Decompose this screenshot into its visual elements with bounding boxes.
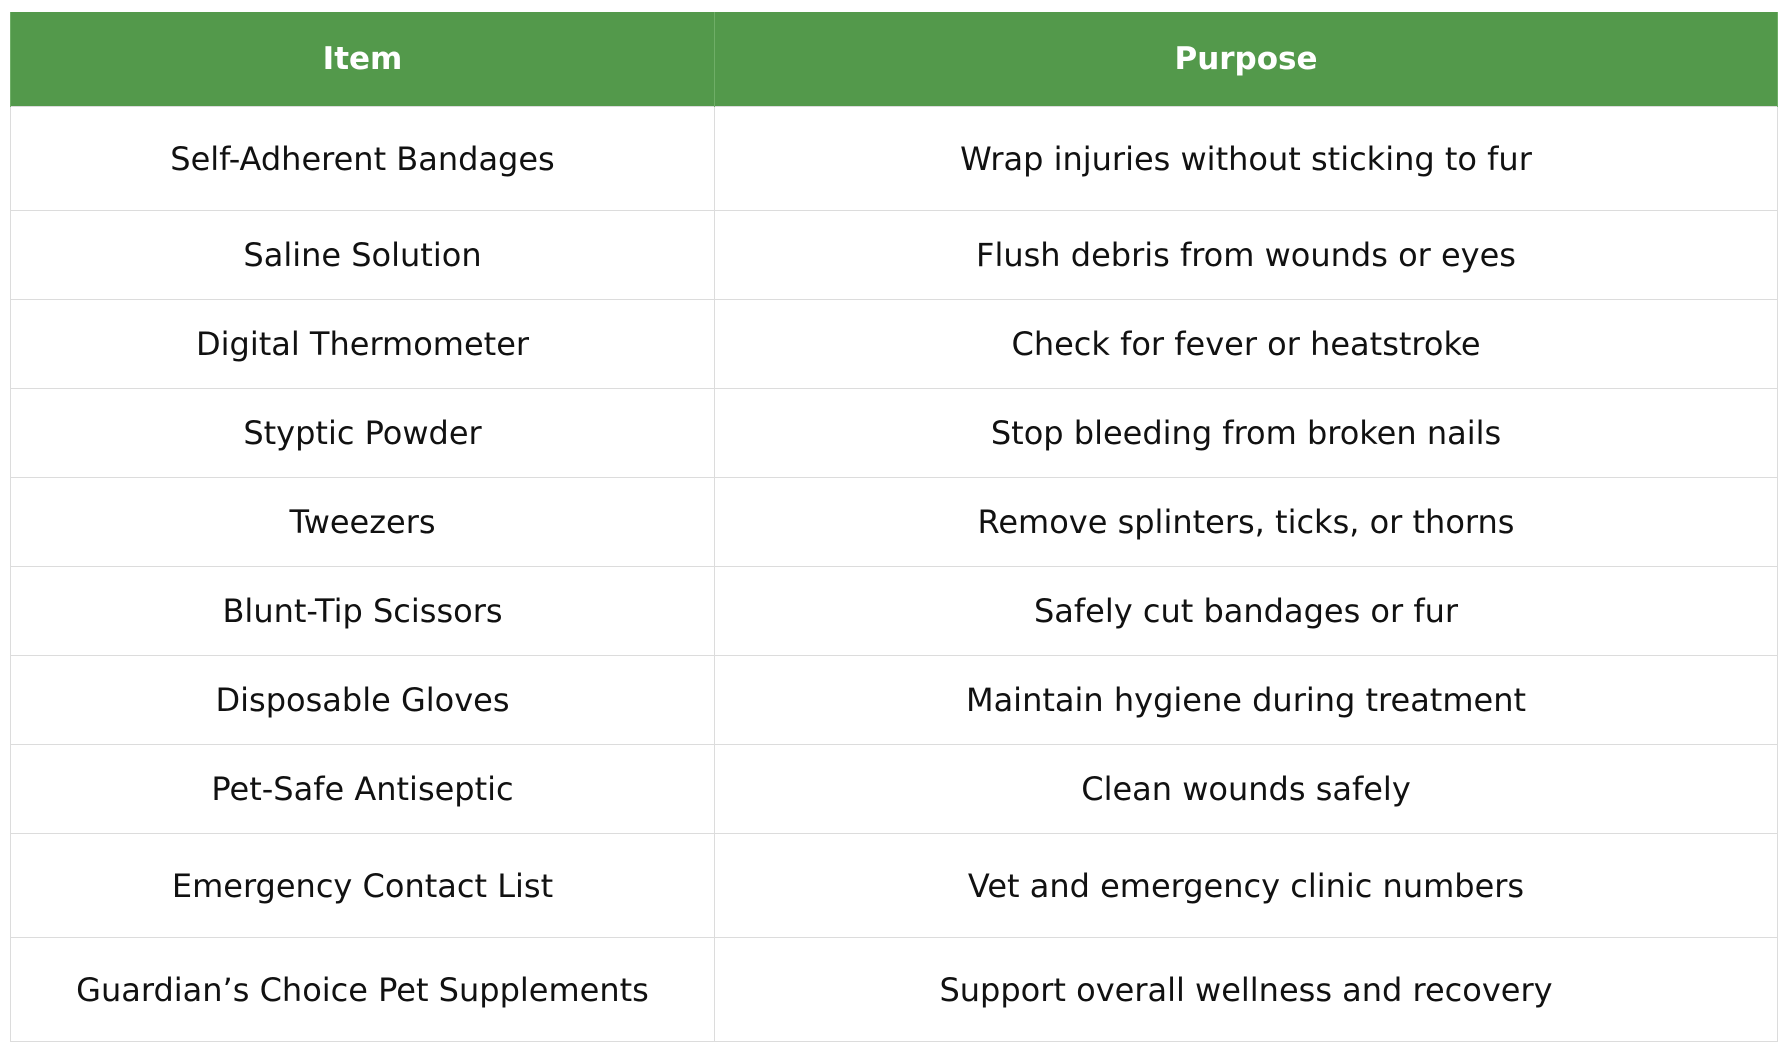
item-cell: Digital Thermometer [11, 300, 715, 389]
column-header-item: Item [11, 12, 715, 107]
purpose-cell: Wrap injuries without sticking to fur [715, 107, 1778, 211]
first-aid-kit-table-container [10, 12, 1777, 1042]
table-row [11, 211, 1778, 300]
purpose-cell: Vet and emergency clinic numbers [715, 834, 1778, 938]
item-cell: Self-Adherent Bandages [11, 107, 715, 211]
purpose-cell: Maintain hygiene during treatment [715, 656, 1778, 745]
purpose-cell: Remove splinters, ticks, or thorns [715, 478, 1778, 567]
item-cell: Emergency Contact List [11, 834, 715, 938]
item-cell: Styptic Powder [11, 389, 715, 478]
item-cell: Pet-Safe Antiseptic [11, 745, 715, 834]
table-row [11, 300, 1778, 389]
purpose-cell: Support overall wellness and recovery [715, 938, 1778, 1042]
purpose-cell: Check for fever or heatstroke [715, 300, 1778, 389]
purpose-cell: Flush debris from wounds or eyes [715, 211, 1778, 300]
item-cell: Blunt-Tip Scissors [11, 567, 715, 656]
table-row [11, 745, 1778, 834]
table-row [11, 834, 1778, 938]
purpose-cell: Safely cut bandages or fur [715, 567, 1778, 656]
table-header-row [11, 12, 1778, 107]
table-row [11, 656, 1778, 745]
table-row [11, 389, 1778, 478]
purpose-cell: Clean wounds safely [715, 745, 1778, 834]
purpose-cell: Stop bleeding from broken nails [715, 389, 1778, 478]
item-cell: Saline Solution [11, 211, 715, 300]
item-cell: Tweezers [11, 478, 715, 567]
table-row [11, 938, 1778, 1042]
table-row [11, 478, 1778, 567]
item-cell: Disposable Gloves [11, 656, 715, 745]
column-header-purpose: Purpose [715, 12, 1778, 107]
table-row [11, 107, 1778, 211]
first-aid-kit-table [10, 12, 1778, 1042]
item-cell: Guardian’s Choice Pet Supplements [11, 938, 715, 1042]
table-row [11, 567, 1778, 656]
